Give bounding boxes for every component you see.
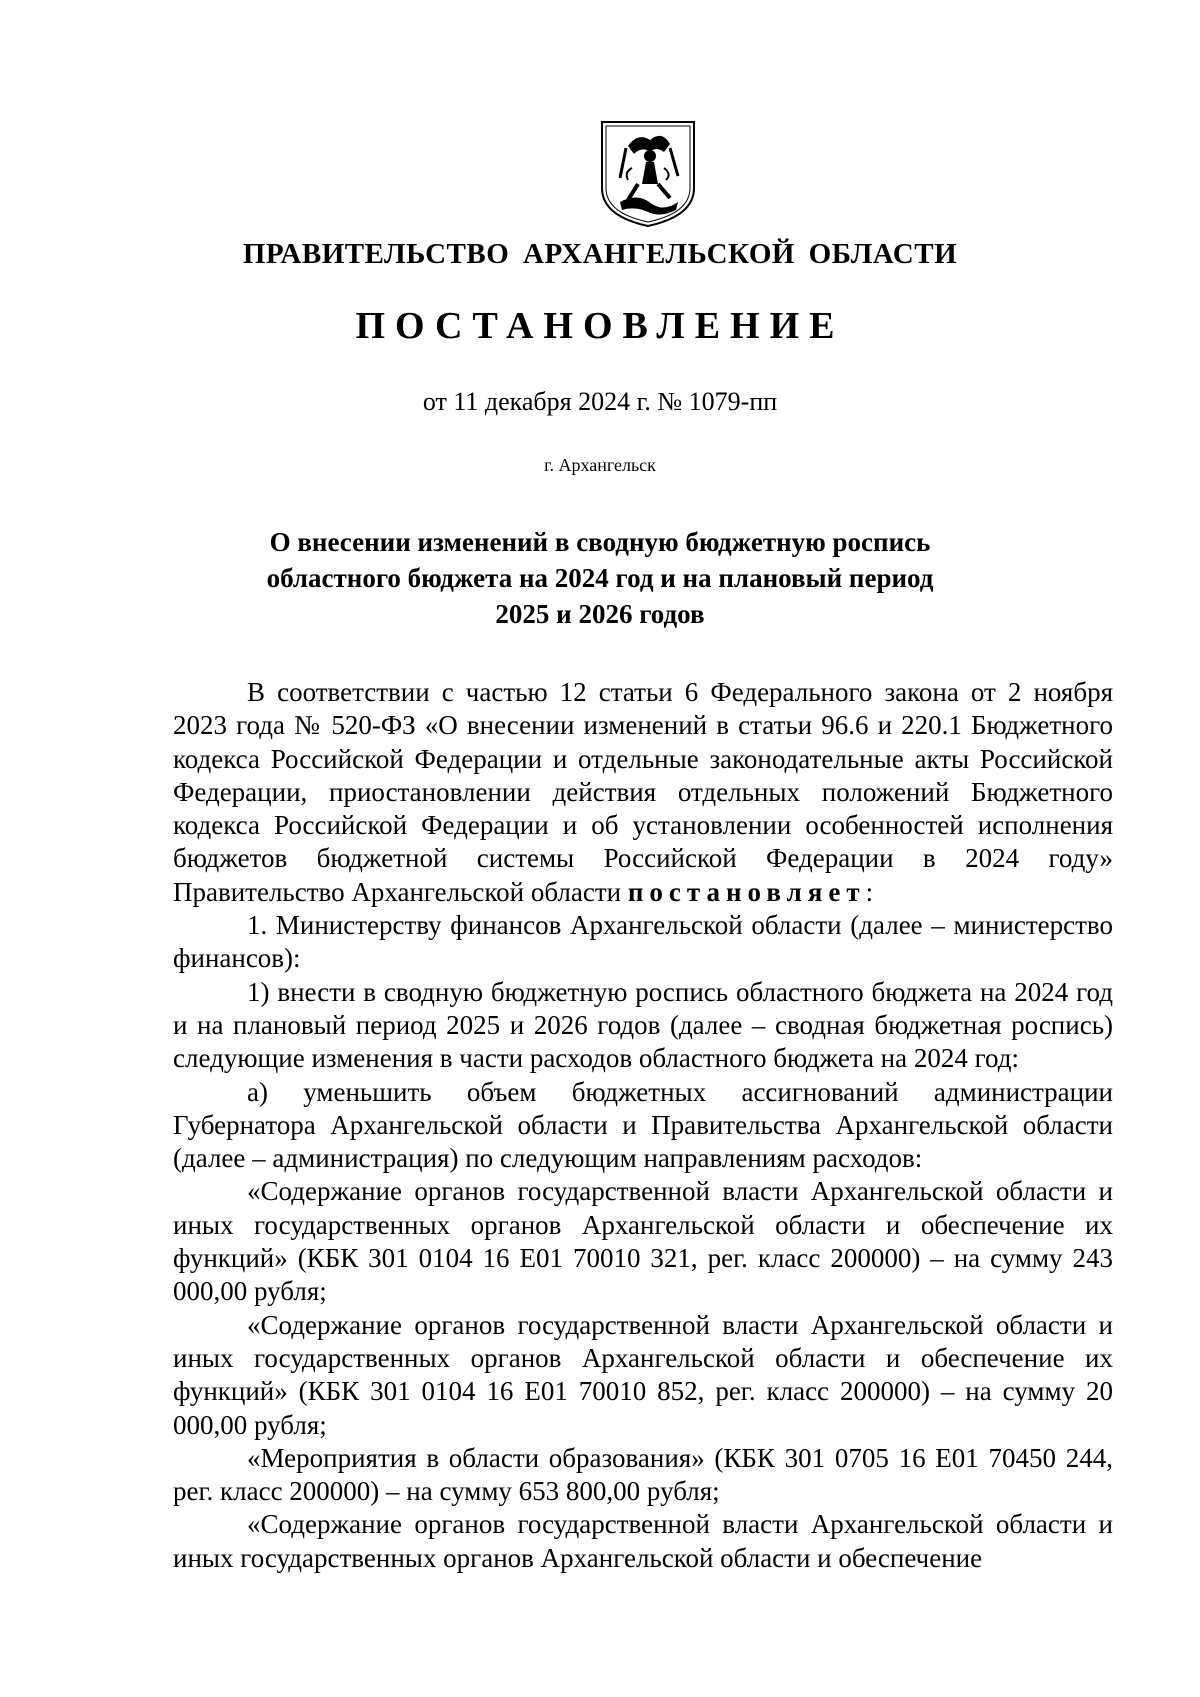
paragraph-item-1: 1. Министерству финансов Архангельской области (далее – министерство финансов):	[173, 910, 1113, 974]
paragraph-expense-2: «Содержание органов государственной власти Архангельской области и иных государственных органов Архангельской области и обеспечение их функций» (КБК 301 0104 16 Е01 70010 852, рег. класс 200000) – на сумму 20 000,00 рубля;	[173, 1309, 1113, 1440]
subject-line: 2025 и 2026 годов	[495, 599, 705, 629]
document-body	[173, 676, 1113, 1575]
paragraph-expense-1: «Содержание органов государственной власти Архангельской области и иных государственных органов Архангельской области и обеспечение их функций» (КБК 301 0104 16 Е01 70010 321, рег. класс 200000) – на сумму 243 000,00 рубля;	[173, 1176, 1113, 1307]
resolution-verb: постановляет	[627, 876, 866, 907]
paragraph-subitem-1: 1) внести в сводную бюджетную роспись областного бюджета на 2024 год и на плановый период 2025 и 2026 годов (далее – сводная бюджетная роспись) следующие изменения в части расходов областного бюджета на 2024 год:	[173, 976, 1113, 1074]
paragraph-expense-3: «Мероприятия в области образования» (КБК 301 0705 16 Е01 70450 244, рег. класс 200000) – на сумму 653 800,00 рубля;	[173, 1442, 1113, 1507]
coat-of-arms-icon	[598, 118, 698, 230]
preamble-end: :	[865, 876, 874, 907]
organization-name: ПРАВИТЕЛЬСТВО АРХАНГЕЛЬСКОЙ ОБЛАСТИ	[242, 238, 958, 270]
document-city: г. Архангельск	[544, 455, 656, 475]
subject-line: областного бюджета на 2024 год и на плановый период	[266, 563, 934, 593]
document-type: ПОСТАНОВЛЕНИЕ	[355, 305, 845, 347]
document-date-number: от 11 декабря 2024 г. № 1079-пп	[422, 387, 778, 416]
subject-line: О внесении изменений в сводную бюджетную роспись	[269, 527, 931, 557]
paragraph-preamble	[173, 676, 1113, 909]
preamble-text: В соответствии с частью 12 статьи 6 Федерального закона от 2 ноября 2023 года № 520-ФЗ «О внесении изменений в статьи 96.6 и 220.1 Бюджетного кодекса Российской Федерации и отдельные законодательные акты Российской Федерации, приостановлении действия отдельных положений Бюджетного кодекса Российской Федерации и об установлении особенностей исполнения бюджетов бюджетной системы Российской Федерации в 2024 году» Правительство Архангельской области	[173, 677, 1113, 907]
paragraph-subitem-a: а) уменьшить объем бюджетных ассигнований администрации Губернатора Архангельской области и Правительства Архангельской области (далее – администрация) по следующим направлениям расходов:	[173, 1076, 1113, 1174]
paragraph-expense-4: «Содержание органов государственной власти Архангельской области и иных государственных органов Архангельской области и обеспечение	[173, 1509, 1113, 1573]
document-subject	[0, 524, 1200, 632]
